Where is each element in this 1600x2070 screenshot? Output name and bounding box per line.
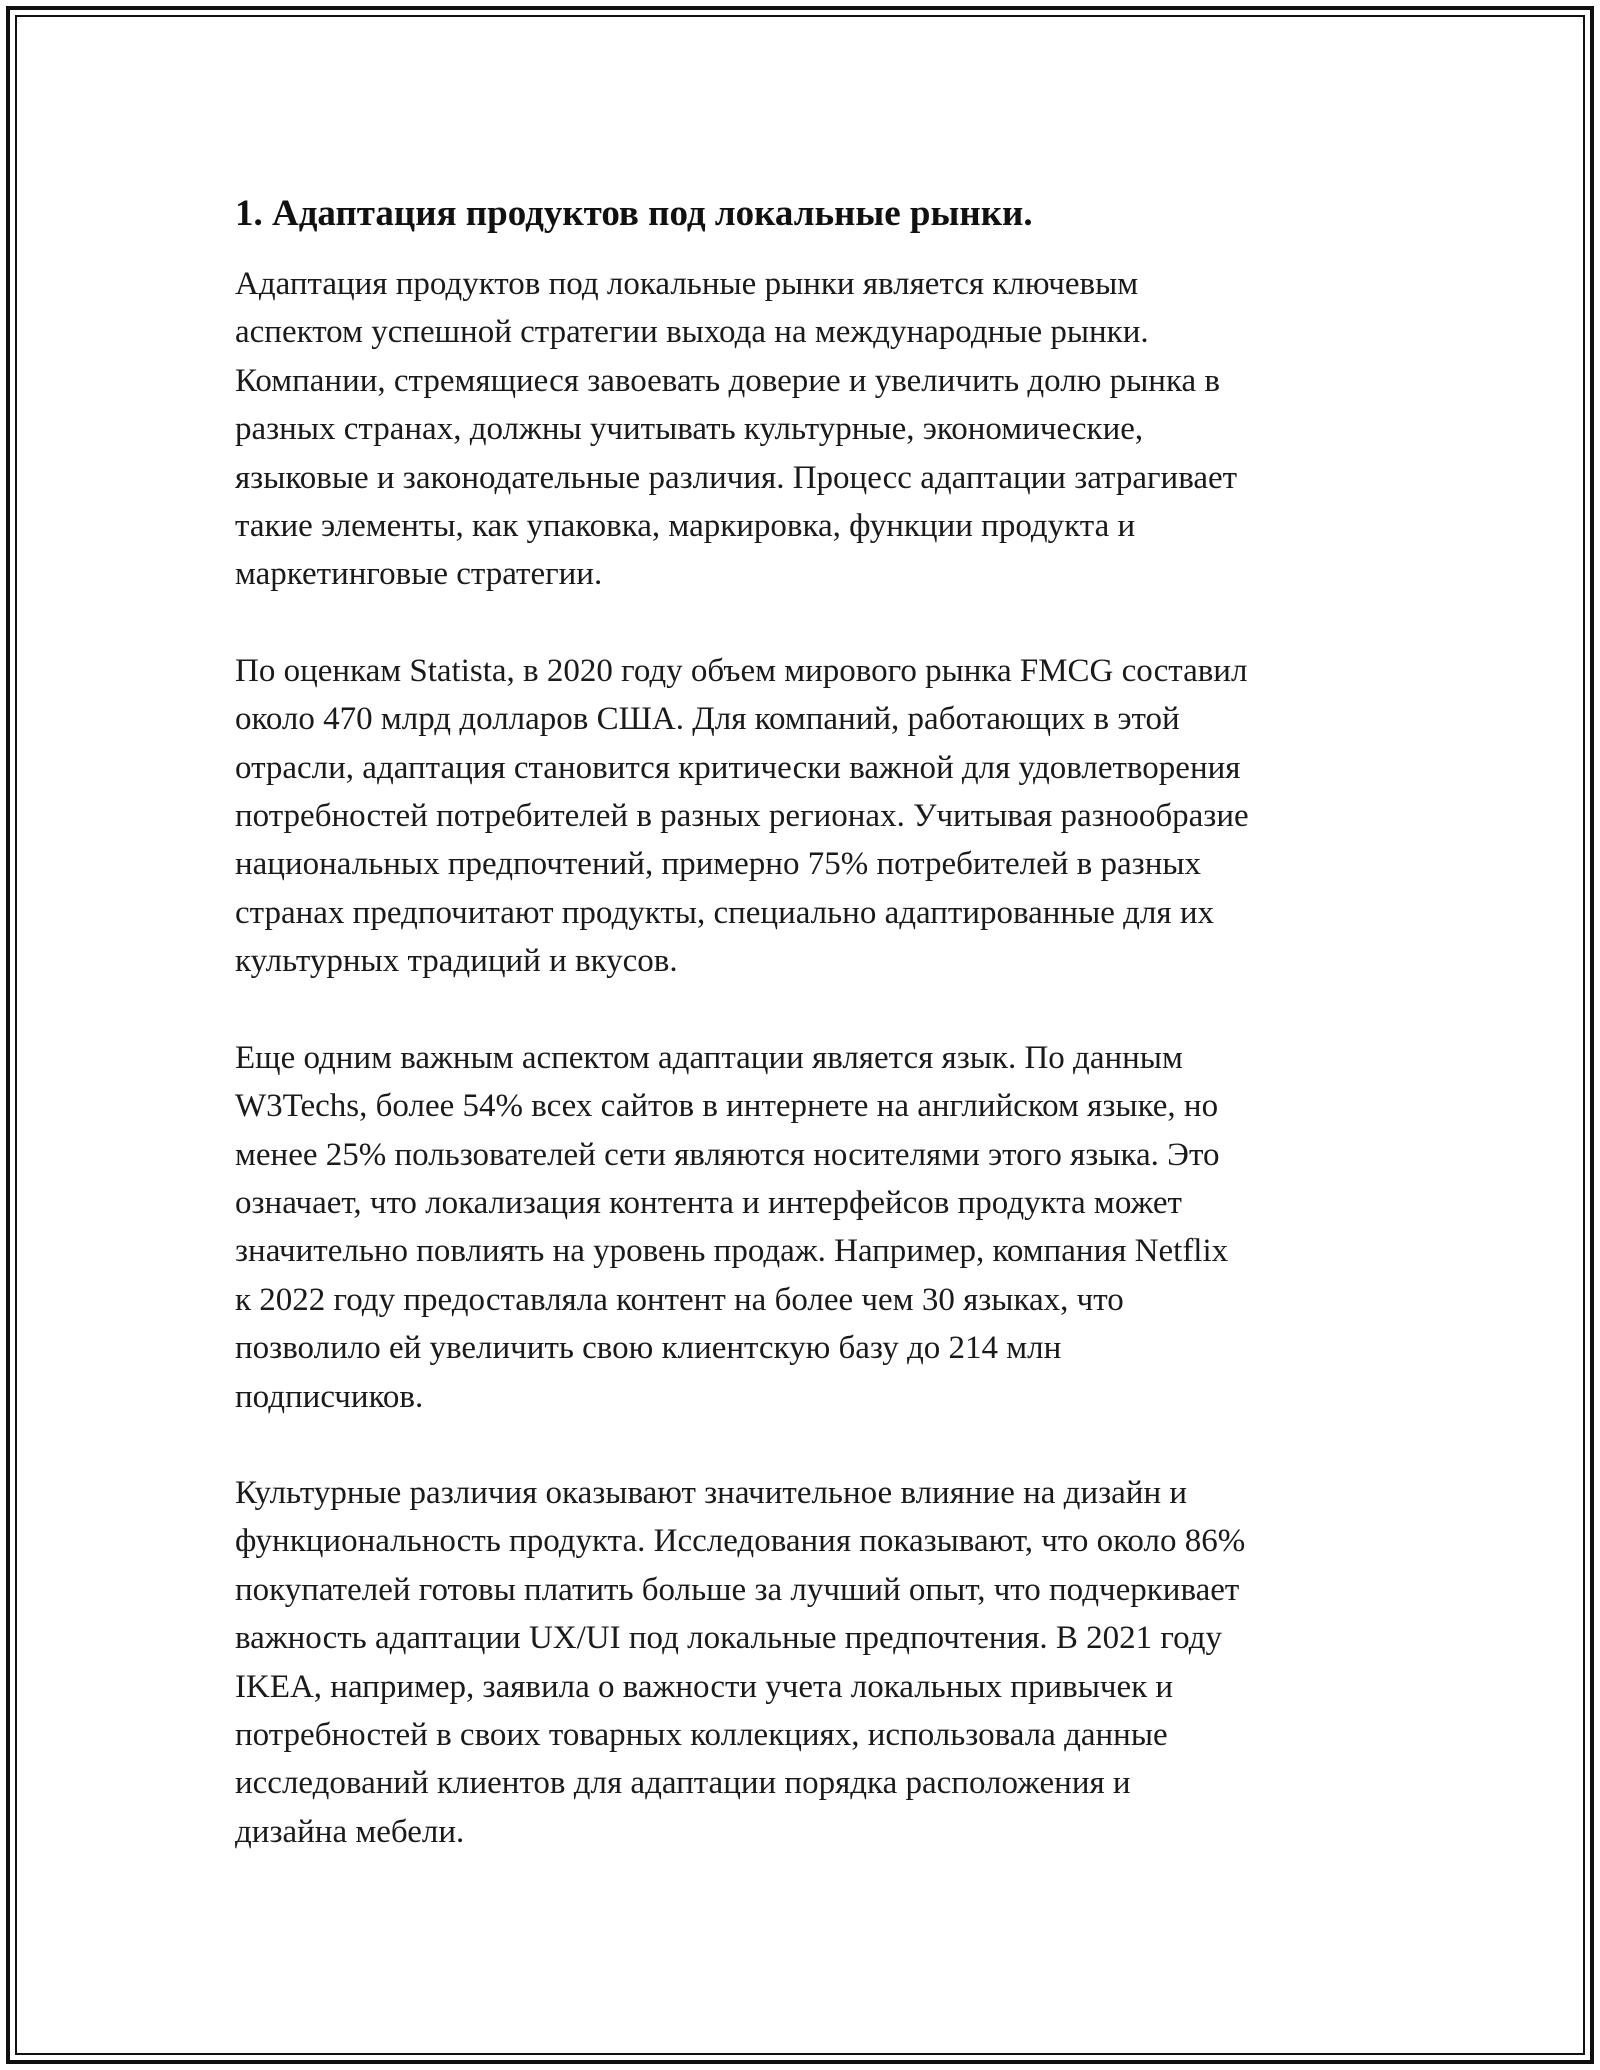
paragraph-language: Еще одним важным аспектом адаптации является язык. По данным W3Techs, более 54% всех сайтов в интернете на английском языке, но менее 25% пользователей сети являются носителями этого языка. Это означает, что локализация контента и интерфейсов продукта может значительно повлиять на уровень продаж. Например, компания Netflix к 2022 году предоставляла контент на более чем 30 языках, что позволило ей увеличить свою клиентскую базу до 214 млн подписчиков. xyxy=(235,1039,1229,1415)
paragraph-cultural-differences: Культурные различия оказывают значительное влияние на дизайн и функциональность продукта. Исследования показывают, что около 86% покупателей готовы платить больше за лучший опыт, что подчеркивает важность адаптации UX/UI под локальные предпочтения. В 2021 году IKEA, например, заявила о важности учета локальных привычек и потребностей в своих товарных коллекциях, использовала данные исследований клиентов для адаптации порядка расположения и дизайна мебели. xyxy=(235,1474,1246,1850)
paragraph-market-statistics: По оценкам Statista, в 2020 году объем мирового рынка FMCG составил около 470 млрд долларов США. Для компаний, работающих в этой отрасли, адаптация становится критически важной для удовлетворения потребностей потребителей в разных регионах. Учитывая разнообразие национальных предпочтений, примерно 75% потребителей в разных странах предпочитают продукты, специально адаптированные для их культурных традиций и вкусов. xyxy=(235,652,1249,980)
paragraph-intro: Адаптация продуктов под локальные рынки является ключевым аспектом успешной стратегии выхода на международные рынки. Компании, стремящиеся завоевать доверие и увеличить долю рынка в разных странах, должны учитывать культурные, экономические, языковые и законодательные различия. Процесс адаптации затрагивает такие элементы, как упаковка, маркировка, функции продукта и маркетинговые стратегии. xyxy=(235,266,1238,593)
section-heading: 1. Адаптация продуктов под локальные рынки. xyxy=(235,193,1033,234)
document-body xyxy=(235,188,1385,1904)
